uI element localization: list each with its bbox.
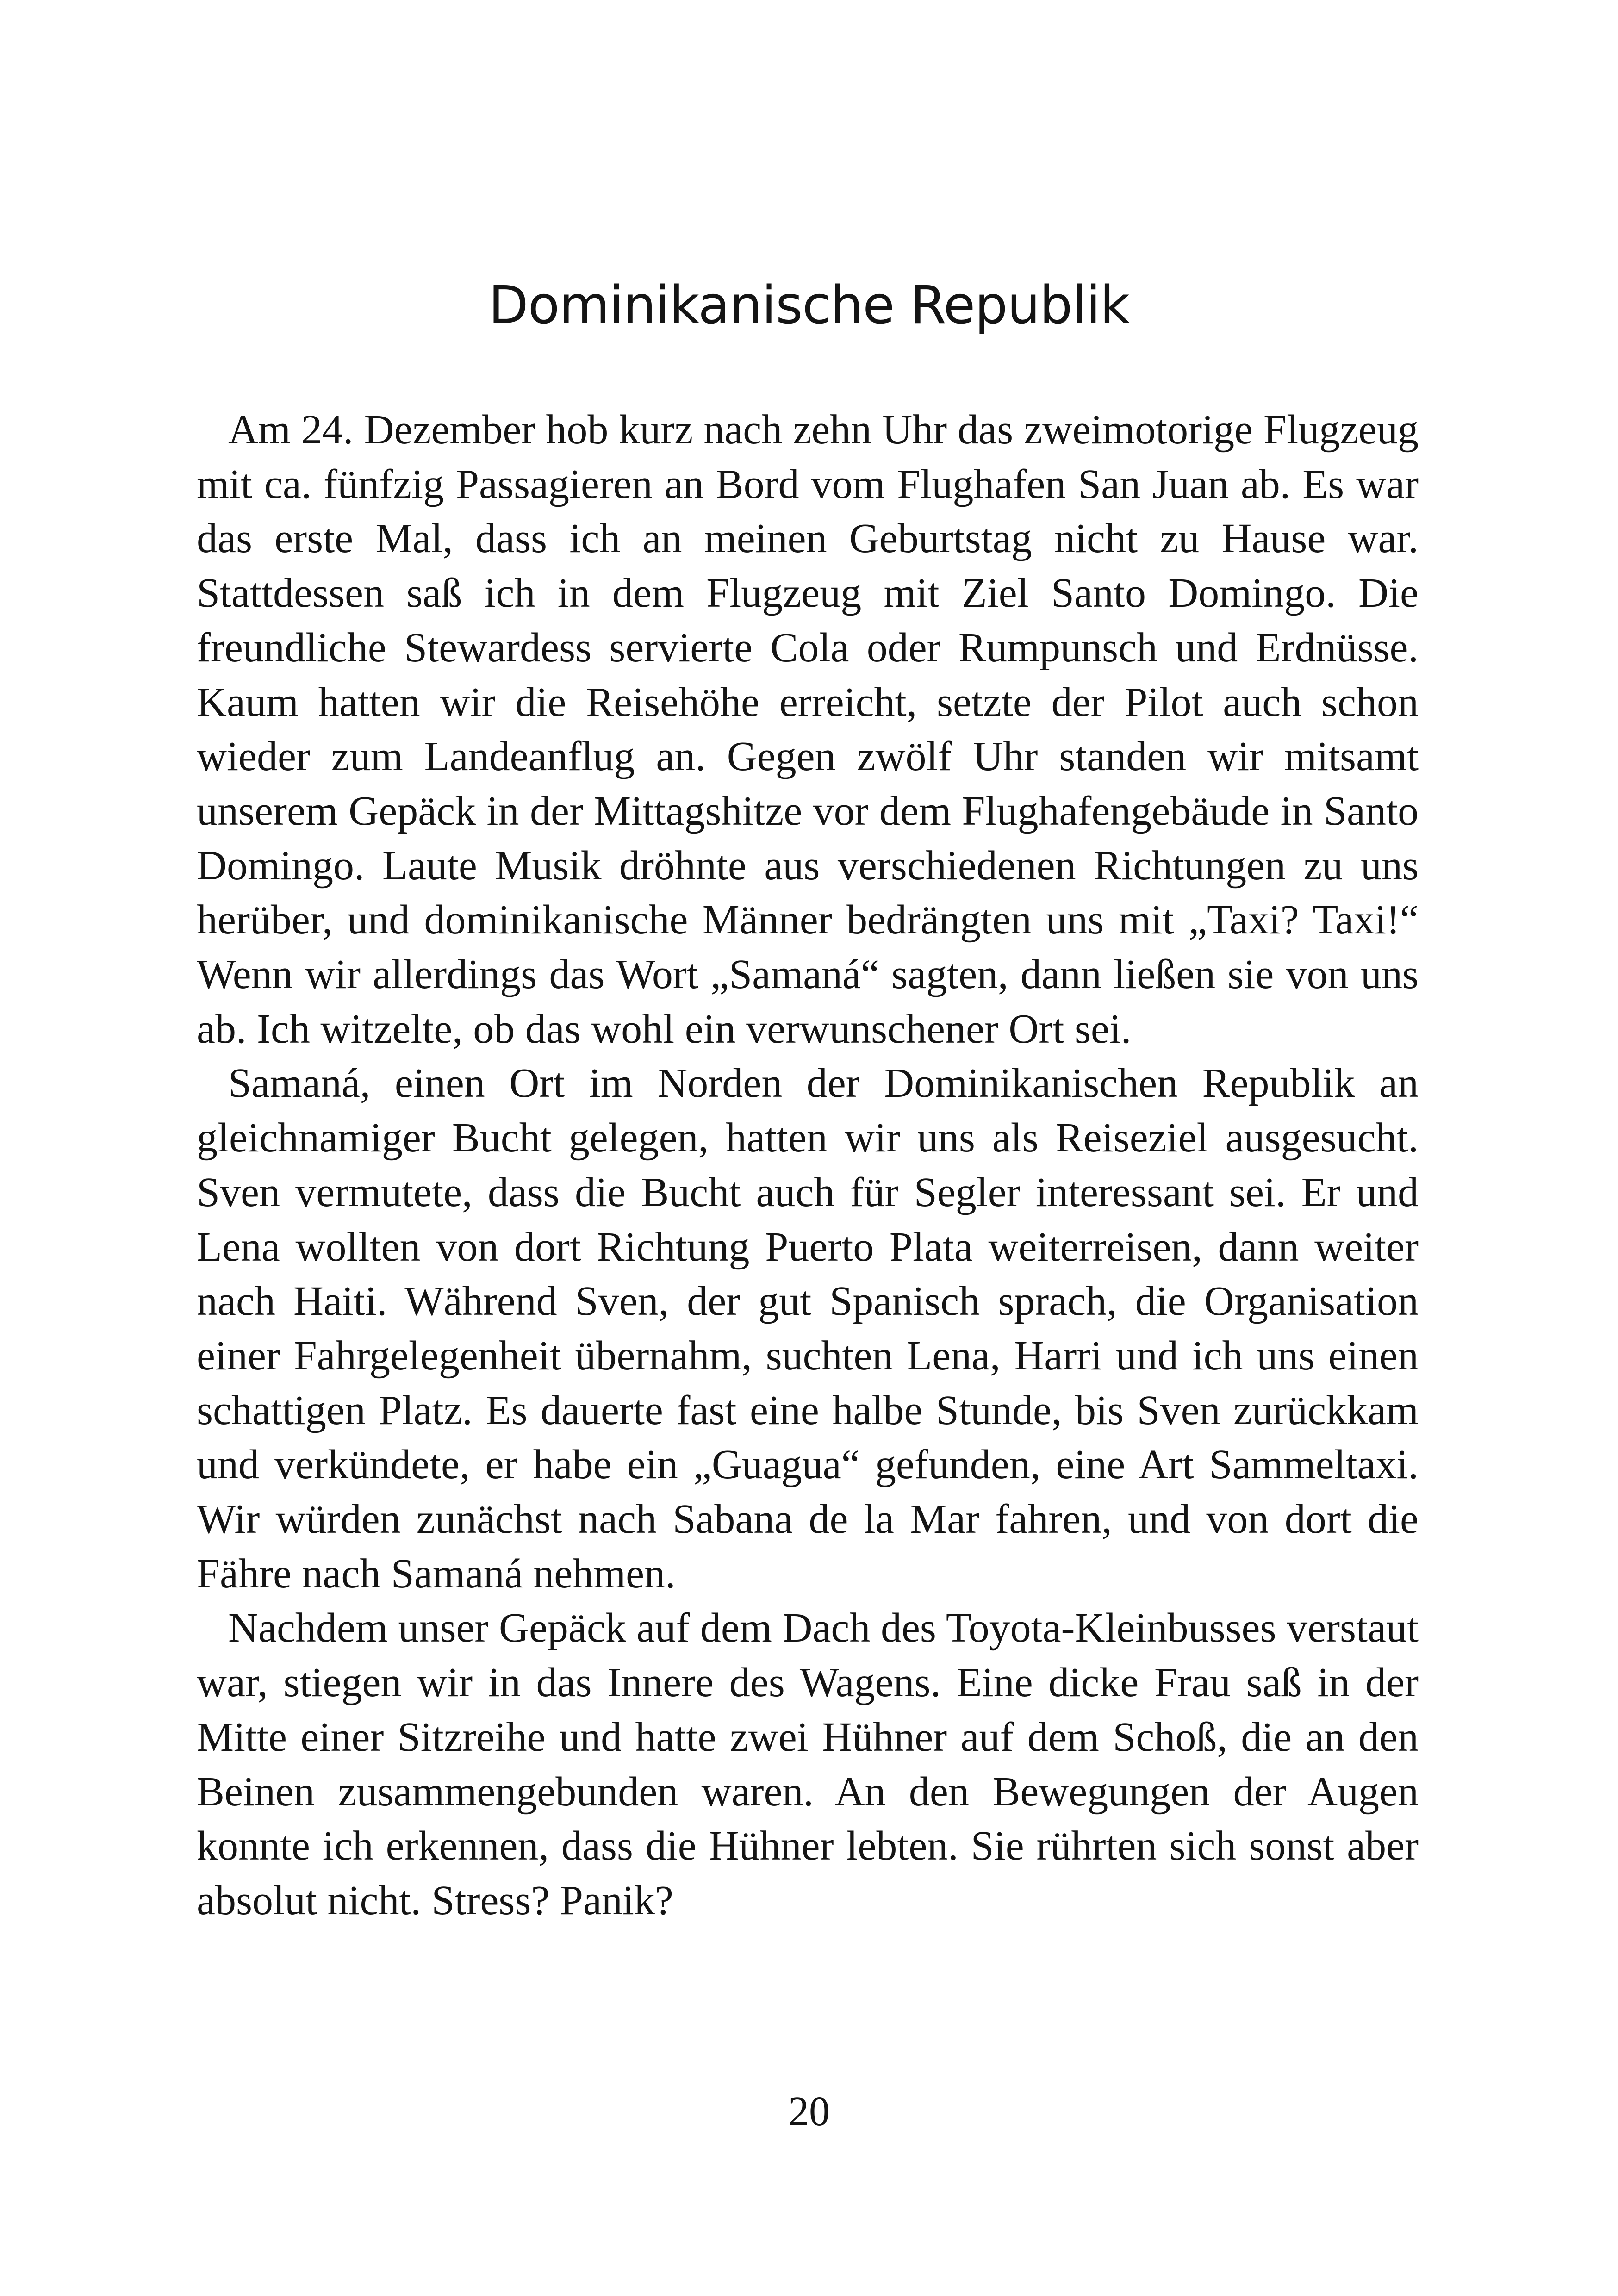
paragraph: Nachdem unser Gepäck auf dem Dach des Toyota-Kleinbusses verstaut war, stiegen wir in das Innere des Wagens. Eine dicke Frau saß in der Mitte einer Sitzreihe und hatte zwei Hühner auf dem Schoß, die an den Beinen zusammengebunden waren. An den Bewegungen der Augen konnte ich erkennen, dass die Hühner lebten. Sie rührten sich sonst aber absolut nicht. Stress? Panik? <box>197 1605 1419 1923</box>
page-number: 20 <box>788 2089 830 2134</box>
paragraph: Samaná, einen Ort im Norden der Dominikanischen Republik an gleichnamiger Bucht gelegen, hatten wir uns als Reiseziel ausgesucht. Sven vermutete, dass die Bucht auch für Segler interessant sei. Er und Lena wollten von dort Richtung Puerto Plata weiterreisen, dann weiter nach Haiti. Während Sven, der gut Spanisch sprach, die Organisation einer Fahrgelegenheit übernahm, suchten Lena, Harri und ich uns einen schattigen Platz. Es dauerte fast eine halbe Stunde, bis Sven zurückkam und verkündete, er habe ein „Guagua“ gefunden, eine Art Sammeltaxi. Wir würden zunächst nach Sabana de la Mar fahren, und von dort die Fähre nach Samaná nehmen. <box>197 1060 1419 1597</box>
body-text <box>197 403 1419 1928</box>
paragraph: Am 24. Dezember hob kurz nach zehn Uhr das zweimotorige Flugzeug mit ca. fünfzig Passagieren an Bord vom Flughafen San Juan ab. Es war das erste Mal, dass ich an meinen Geburtstag nicht zu Hause war. Stattdessen saß ich in dem Flugzeug mit Ziel Santo Domingo. Die freundliche Stewardess servierte Cola oder Rumpunsch und Erdnüsse. Kaum hatten wir die Reisehöhe erreicht, setzte der Pilot auch schon wieder zum Landeanflug an. Gegen zwölf Uhr standen wir mitsamt unserem Gepäck in der Mittagshitze vor dem Flughafengebäude in Santo Domingo. Laute Musik dröhnte aus verschiedenen Richtungen zu uns herüber, und dominikanische Männer bedrängten uns mit „Taxi? Taxi!“ Wenn wir allerdings das Wort „Samaná“ sagten, dann ließen sie von uns ab. Ich witzelte, ob das wohl ein verwunschener Ort sei. <box>197 407 1419 1052</box>
chapter-title: Dominikanische Republik <box>488 275 1130 336</box>
